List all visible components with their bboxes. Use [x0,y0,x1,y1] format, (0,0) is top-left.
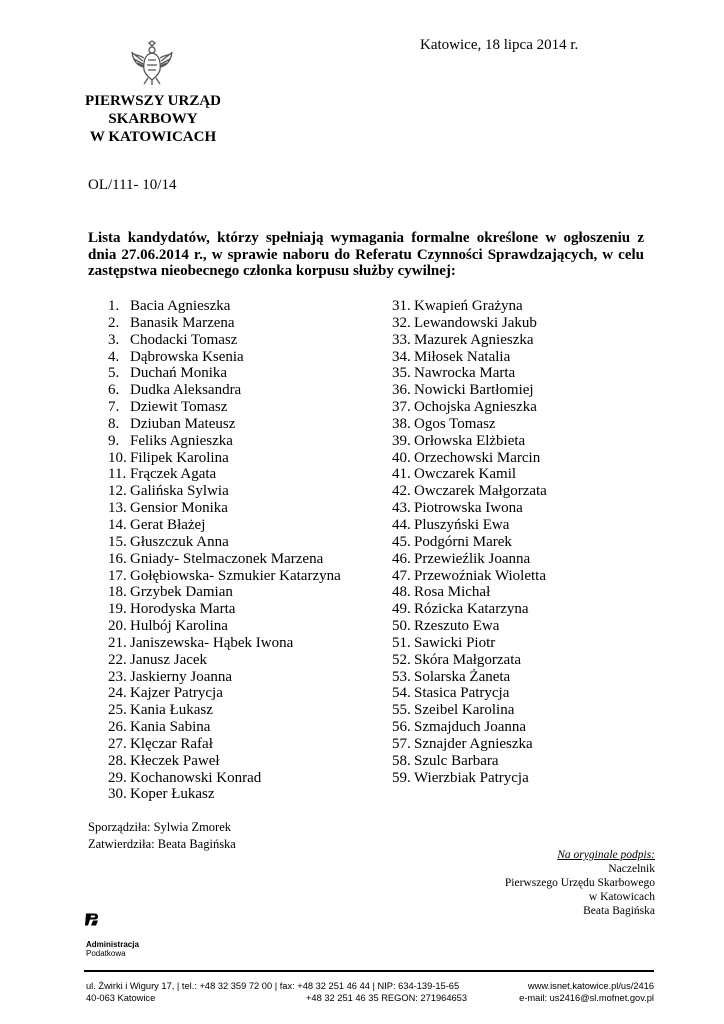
candidate-name: Rózicka Katarzyna [414,601,529,618]
candidate-name: Miłosek Natalia [414,348,511,365]
list-item [108,382,341,399]
list-item [108,770,341,787]
list-item-number: 21. [108,634,127,651]
list-item-number: 28. [108,752,127,769]
list-item-number: 26. [108,719,127,736]
list-item [108,399,341,416]
candidate-name: Grzybek Damian [130,584,233,601]
candidate-name: Szulc Barbara [414,752,499,769]
candidate-name: Sawicki Piotr [414,634,496,651]
candidate-name: Skóra Małgorzata [414,651,522,668]
list-item [392,702,547,719]
list-item-number: 44. [392,516,411,533]
candidate-name: Wierzbiak Patrycja [414,769,529,786]
list-item-number: 30. [108,786,127,803]
list-item-number: 6. [108,382,120,399]
candidate-name: Jaskierny Joanna [130,668,233,685]
candidate-name: Filipek Karolina [130,449,229,466]
list-item-number: 52. [392,651,411,668]
list-item [392,365,547,382]
candidate-name: Dziuban Mateusz [130,415,236,432]
list-item [392,635,547,652]
candidate-name: Klęczar Rafał [130,735,213,752]
list-item [108,500,341,517]
candidate-name: Kłeczek Paweł [130,752,220,769]
list-item [392,618,547,635]
candidate-name: Hulbój Karolina [130,618,228,635]
office-name [40,92,266,146]
list-item [392,349,547,366]
candidate-name: Mazurek Agnieszka [414,331,534,348]
candidate-name: Solarska Żaneta [414,668,511,685]
candidate-name: Szmajduch Joanna [414,719,527,736]
list-item-number: 14. [108,516,127,533]
list-item [392,399,547,416]
list-item [108,669,341,686]
list-item-number: 3. [108,331,120,348]
list-item-number: 42. [392,483,411,500]
footer-website-link[interactable]: www.isnet.katowice.pl/us/2416 [527,981,654,991]
administracja-podatkowa-logo-icon [84,910,114,938]
candidate-name: Kwapień Grażyna [414,298,523,314]
list-item [108,517,341,534]
candidate-name: Galińska Sylwia [130,483,229,500]
list-item [392,483,547,500]
candidate-name: Sznajder Agnieszka [414,735,533,752]
candidate-name: Przewieźlik Joanna [414,550,531,567]
footer-contact [440,980,654,1004]
list-item-number: 41. [392,466,411,483]
list-item [108,450,341,467]
list-item [108,635,341,652]
candidate-name: Rzeszuto Ewa [414,618,500,635]
list-item-number: 15. [108,533,127,550]
list-item [108,753,341,770]
candidate-name: Kochanowski Konrad [130,769,262,786]
candidate-name: Stasica Patrycja [414,685,510,702]
candidate-name: Owczarek Małgorzata [414,483,547,500]
list-item [392,450,547,467]
list-item [392,382,547,399]
candidate-name: Banasik Marzena [130,314,235,331]
list-item-number: 35. [392,365,411,382]
logo-text-line1: Administracja [86,940,139,949]
list-item [392,551,547,568]
list-item-number: 32. [392,314,411,331]
signature-title: Naczelnik [608,863,655,875]
list-item-number: 19. [108,601,127,618]
candidate-name: Nawrocka Marta [414,365,516,382]
list-item [392,298,547,315]
list-item-number: 59. [392,769,411,786]
list-item [392,517,547,534]
list-item [108,332,341,349]
list-item [392,534,547,551]
list-item-number: 22. [108,651,127,668]
list-item-number: 31. [392,298,411,314]
candidate-name: Szeibel Karolina [414,702,515,719]
list-item-number: 48. [392,584,411,601]
list-item [392,685,547,702]
candidate-name: Dąbrowska Ksenia [130,348,244,365]
list-item-number: 37. [392,399,411,416]
list-item [392,416,547,433]
list-item-number: 5. [108,365,120,382]
list-item [108,433,341,450]
prepared-approved-block [88,819,236,853]
footer-address-line1: ul. Żwirki i Wigury 17, | tel.: +48 32 359 72 00 | fax: +48 32 251 46 44 | NIP: 634-139-15-65 [86,981,460,991]
office-name-line1: PIERWSZY URZĄD SKARBOWY [84,93,222,127]
list-item [108,466,341,483]
list-item-number: 16. [108,550,127,567]
candidate-name: Ogos Tomasz [414,415,496,432]
document-heading: Lista kandydatów, którzy spełniają wymagania formalne określone w ogłoszeniu z dnia 27.06.2014 r., w sprawie naboru do Referatu Czynności Sprawdzających, w celu zastępstwa nieobecnego członka korpusu służby cywilnej: [88,230,644,279]
list-item [392,433,547,450]
list-item [392,652,547,669]
list-item [108,719,341,736]
list-item [392,315,547,332]
list-item-number: 20. [108,618,127,635]
list-item-number: 34. [392,348,411,365]
candidate-name: Kania Łukasz [130,702,213,719]
list-item-number: 43. [392,500,411,517]
signature-name: Beata Bagińska [583,905,655,917]
list-item-number: 25. [108,702,127,719]
list-item-number: 1. [108,298,120,314]
list-item-number: 33. [392,331,411,348]
list-item [392,500,547,517]
list-item-number: 24. [108,685,127,702]
candidate-name: Chodacki Tomasz [130,331,238,348]
candidate-name: Ochojska Agnieszka [414,399,537,416]
list-item-number: 58. [392,752,411,769]
list-item [108,786,341,803]
candidate-name: Dudka Aleksandra [130,382,242,399]
list-item [108,298,341,315]
list-item [108,736,341,753]
list-item-number: 4. [108,348,120,365]
city-date: Katowice, 18 lipca 2014 r. [420,37,579,53]
list-item [392,466,547,483]
list-item-number: 47. [392,567,411,584]
candidate-name: Feliks Agnieszka [130,432,233,449]
list-item-number: 7. [108,399,120,416]
list-item [392,770,547,787]
list-item [108,534,341,551]
list-item [108,568,341,585]
list-item-number: 51. [392,634,411,651]
list-item-number: 55. [392,702,411,719]
list-item [392,719,547,736]
list-item [108,315,341,332]
list-item [108,601,341,618]
polish-eagle-emblem-icon [131,40,173,86]
list-item [392,332,547,349]
reference-number: OL/111- 10/14 [88,177,177,193]
candidate-name: Orzechowski Marcin [414,449,541,466]
list-item-number: 50. [392,618,411,635]
list-item [392,736,547,753]
list-item-number: 11. [108,466,127,483]
original-signature-note: Na oryginale podpis: [557,849,655,861]
list-item [108,483,341,500]
list-item [108,416,341,433]
list-item [392,669,547,686]
candidate-name: Pluszyński Ewa [414,516,510,533]
signature-office: Pierwszego Urzędu Skarbowego [504,877,655,889]
signature-city: w Katowicach [588,891,655,903]
list-item-number: 9. [108,432,120,449]
footer-address-line2: 40-063 Katowice [86,993,156,1003]
list-item-number: 49. [392,601,411,618]
list-item-number: 17. [108,567,127,584]
list-item-number: 8. [108,415,120,432]
candidate-name: Orłowska Elżbieta [414,432,526,449]
candidate-name: Przewoźniak Wioletta [414,567,546,584]
candidate-name: Dziewit Tomasz [130,399,228,416]
candidate-name: Kania Sabina [130,719,211,736]
list-item-number: 56. [392,719,411,736]
list-item [108,349,341,366]
prepared-by: Sporządziła: Sylwia Zmorek [88,820,232,834]
candidate-name: Rosa Michał [414,584,491,601]
list-item-number: 18. [108,584,127,601]
list-item [108,365,341,382]
list-item-number: 39. [392,432,411,449]
list-item [108,652,341,669]
list-item-number: 40. [392,449,411,466]
candidate-name: Duchań Monika [130,365,228,382]
approved-by: Zatwierdziła: Beata Bagińska [88,837,236,851]
list-item [108,702,341,719]
list-item-number: 2. [108,314,120,331]
candidate-name: Horodyska Marta [130,601,236,618]
candidate-name: Janusz Jacek [130,651,208,668]
list-item [392,601,547,618]
candidate-name: Podgórni Marek [414,533,512,550]
list-item-number: 38. [392,415,411,432]
candidate-list-column-2 [392,298,547,786]
candidate-name: Koper Łukasz [130,786,215,803]
office-name-line2: W KATOWICACH [89,129,217,145]
list-item [108,685,341,702]
list-item-number: 27. [108,735,127,752]
candidate-name: Janiszewska- Hąbek Iwona [130,634,294,651]
list-item [392,753,547,770]
list-item [108,584,341,601]
list-item-number: 57. [392,735,411,752]
list-item-number: 12. [108,483,127,500]
candidate-name: Lewandowski Jakub [414,314,537,331]
signature-block [470,848,655,918]
candidate-name: Kajzer Patrycja [130,685,223,702]
list-item-number: 46. [392,550,411,567]
candidate-name: Gerat Błażej [130,516,206,533]
candidate-name: Gołębiowska- Szmukier Katarzyna [130,567,341,584]
list-item-number: 45. [392,533,411,550]
footer-email-link[interactable]: e-mail: us2416@sl.mofnet.gov.pl [519,993,654,1003]
list-item-number: 29. [108,769,127,786]
list-item-number: 36. [392,382,411,399]
candidate-name: Głuszczuk Anna [130,533,229,550]
candidate-name: Gensior Monika [130,500,228,517]
list-item-number: 10. [108,449,127,466]
footer-phone-regon: +48 32 251 46 35 REGON: 271964653 [306,993,468,1003]
footer-divider [84,970,654,972]
list-item [108,551,341,568]
candidate-name: Owczarek Kamil [414,466,517,483]
candidate-name: Piotrowska Iwona [414,500,523,517]
list-item [392,584,547,601]
candidate-name: Bacia Agnieszka [130,298,231,314]
logo-text-line2: Podatkowa [86,949,126,958]
candidate-name: Gniady- Stelmaczonek Marzena [130,550,324,567]
list-item [392,568,547,585]
candidate-name: Frączek Agata [130,466,217,483]
list-item [108,618,341,635]
candidate-list-column-1 [108,298,341,803]
list-item-number: 23. [108,668,127,685]
list-item-number: 13. [108,500,127,517]
candidate-name: Nowicki Bartłomiej [414,382,534,399]
list-item-number: 54. [392,685,411,702]
agency-logo-text [86,940,139,958]
list-item-number: 53. [392,668,411,685]
